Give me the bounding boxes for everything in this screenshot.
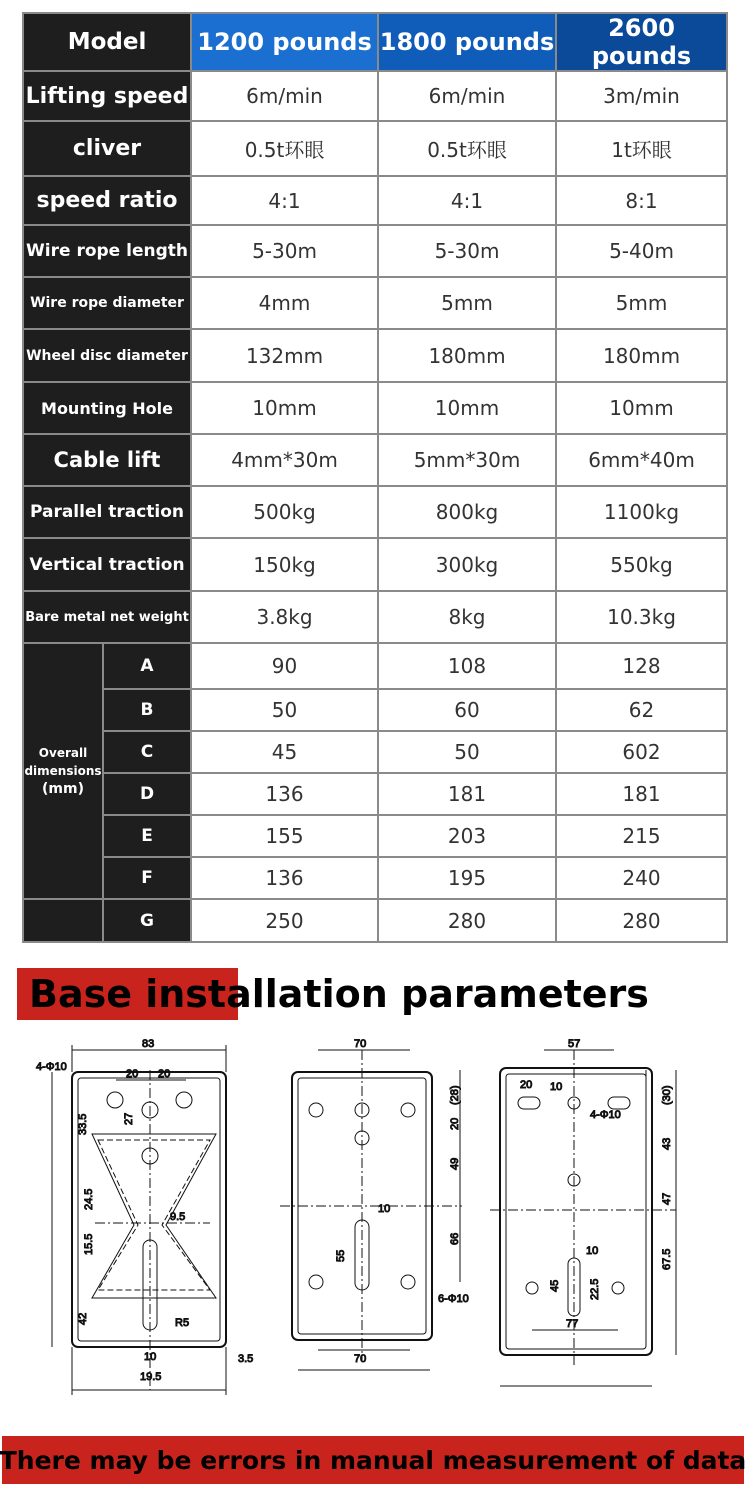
table-row: [23, 434, 727, 486]
row-label: Cable lift: [23, 434, 191, 486]
cell-value: 155: [191, 815, 378, 857]
cell-value: 195: [378, 857, 556, 899]
row-label: Parallel traction: [23, 486, 191, 538]
dimension-row: [23, 643, 727, 689]
cell-value: 5mm*30m: [378, 434, 556, 486]
header-model: Model: [23, 13, 191, 71]
dim-label: 66: [449, 1232, 461, 1245]
dim-label: 77: [566, 1318, 579, 1330]
cell-value: 6mm*40m: [556, 434, 727, 486]
cell-value: 250: [191, 899, 378, 942]
cell-value: 180mm: [378, 329, 556, 382]
dimension-letter: E: [103, 815, 191, 857]
cell-value: 181: [556, 773, 727, 815]
base-installation-drawings: [0, 1030, 746, 1410]
header-model-2: 1800 pounds: [378, 13, 556, 71]
cell-value: 4:1: [191, 176, 378, 225]
dim-label: 20: [126, 1068, 139, 1080]
dim-label: (30): [661, 1085, 673, 1105]
dim-label: 70: [354, 1038, 367, 1050]
dim-label: 3.5: [238, 1353, 254, 1365]
cell-value: 62: [556, 689, 727, 731]
drawing-1: [36, 1038, 253, 1395]
dimension-row: [23, 815, 727, 857]
cell-value: 181: [378, 773, 556, 815]
cell-value: 60: [378, 689, 556, 731]
cell-value: 6m/min: [191, 71, 378, 121]
table-row: [23, 277, 727, 329]
row-label: Wire rope diameter: [23, 277, 191, 329]
cell-value: 602: [556, 731, 727, 773]
cell-value: 550kg: [556, 538, 727, 591]
label-line: dimensions: [24, 764, 102, 778]
cell-value: 4:1: [378, 176, 556, 225]
dimension-letter: D: [103, 773, 191, 815]
row-label: Bare metal net weight: [23, 591, 191, 643]
dimension-letter: A: [103, 643, 191, 689]
dim-label: (28): [449, 1085, 461, 1105]
cell-value: 10mm: [378, 382, 556, 434]
spec-table: [22, 12, 728, 943]
dimension-row: [23, 731, 727, 773]
dim-label: 45: [549, 1279, 561, 1292]
cell-value: 215: [556, 815, 727, 857]
dim-label: 27: [123, 1112, 135, 1125]
dim-label: 20: [449, 1117, 461, 1130]
dim-label: 33.5: [77, 1113, 89, 1135]
dim-label: 43: [661, 1137, 673, 1150]
dim-label: 10: [586, 1245, 599, 1257]
label-line: Overall: [38, 746, 88, 760]
cell-value: 203: [378, 815, 556, 857]
disclaimer-text: There may be errors in manual measurement of data: [0, 1445, 746, 1475]
header-model-1: 1200 pounds: [191, 13, 378, 71]
cell-value: 0.5t环眼: [378, 121, 556, 176]
cell-value: 132mm: [191, 329, 378, 382]
dim-label: 6-Φ10: [438, 1293, 469, 1305]
dim-label: 22.5: [589, 1278, 601, 1300]
row-label: Wire rope length: [23, 225, 191, 277]
cell-value: 280: [378, 899, 556, 942]
cell-value: 45: [191, 731, 378, 773]
cell-value: 4mm: [191, 277, 378, 329]
header-model-3: 2600 pounds: [556, 13, 727, 71]
table-row: [23, 382, 727, 434]
section-title-text: Base installation parameters: [29, 972, 649, 1016]
cell-value: 3m/min: [556, 71, 727, 121]
dim-label: 83: [142, 1038, 155, 1050]
table-row: [23, 329, 727, 382]
drawing-2: [280, 1038, 469, 1370]
row-label: Vertical traction: [23, 538, 191, 591]
table-row: [23, 121, 727, 176]
dim-label: 15.5: [83, 1233, 95, 1255]
table-row: [23, 591, 727, 643]
dim-label: 49: [449, 1157, 461, 1170]
dim-label: 9.5: [170, 1211, 186, 1223]
dim-label: 47: [661, 1192, 673, 1205]
cell-value: 0.5t环眼: [191, 121, 378, 176]
dimension-letter: F: [103, 857, 191, 899]
dim-label: 10: [378, 1203, 391, 1215]
cell-value: 500kg: [191, 486, 378, 538]
cell-value: 280: [556, 899, 727, 942]
dim-label: 24.5: [83, 1188, 95, 1210]
cell-value: 150kg: [191, 538, 378, 591]
dim-label: R5: [175, 1317, 190, 1329]
cell-value: 8:1: [556, 176, 727, 225]
dim-label: 42: [77, 1312, 89, 1325]
dim-label: 57: [568, 1038, 581, 1050]
cell-value: 50: [191, 689, 378, 731]
cell-value: 5mm: [378, 277, 556, 329]
cell-value: 800kg: [378, 486, 556, 538]
table-row: [23, 538, 727, 591]
dimension-row: [23, 773, 727, 815]
cell-value: 5-40m: [556, 225, 727, 277]
cell-value: 5-30m: [378, 225, 556, 277]
row-label: speed ratio: [23, 176, 191, 225]
cell-value: 240: [556, 857, 727, 899]
cell-value: 4mm*30m: [191, 434, 378, 486]
cell-value: 300kg: [378, 538, 556, 591]
cell-value: 5mm: [556, 277, 727, 329]
cell-value: 10.3kg: [556, 591, 727, 643]
dim-label: 55: [335, 1249, 347, 1262]
row-label: cliver: [23, 121, 191, 176]
dim-label: 4-Φ10: [36, 1061, 67, 1073]
cell-value: 10mm: [191, 382, 378, 434]
cell-value: 180mm: [556, 329, 727, 382]
dim-label: 10: [144, 1351, 157, 1363]
cell-value: 6m/min: [378, 71, 556, 121]
dimension-row: [23, 899, 727, 942]
cell-value: 136: [191, 773, 378, 815]
dimension-letter: B: [103, 689, 191, 731]
cell-value: 90: [191, 643, 378, 689]
cell-value: 5-30m: [191, 225, 378, 277]
cell-value: 8kg: [378, 591, 556, 643]
dim-label: 20: [158, 1068, 171, 1080]
cell-value: 136: [191, 857, 378, 899]
cell-value: 128: [556, 643, 727, 689]
dim-label: 19.5: [140, 1371, 162, 1383]
cell-value: 1100kg: [556, 486, 727, 538]
disclaimer-banner: [2, 1436, 744, 1484]
label-line: (mm): [42, 781, 84, 797]
dim-label: 67.5: [661, 1248, 673, 1270]
cell-value: 50: [378, 731, 556, 773]
dimension-letter: C: [103, 731, 191, 773]
cell-value: 3.8kg: [191, 591, 378, 643]
dimension-letter: G: [103, 899, 191, 942]
dimension-row: [23, 857, 727, 899]
overall-dimensions-label: [23, 643, 103, 899]
drawing-3: [490, 1038, 676, 1386]
row-label: Lifting speed: [23, 71, 191, 121]
table-row: [23, 71, 727, 121]
dim-label: 20: [520, 1079, 533, 1091]
cell-value: 1t环眼: [556, 121, 727, 176]
empty-label: [23, 899, 103, 942]
dim-label: 70: [354, 1353, 367, 1365]
row-label: Wheel disc diameter: [23, 329, 191, 382]
cell-value: 108: [378, 643, 556, 689]
table-row: [23, 486, 727, 538]
table-row: [23, 225, 727, 277]
dim-label: 4-Φ10: [590, 1109, 621, 1121]
cell-value: 10mm: [556, 382, 727, 434]
dimension-row: [23, 689, 727, 731]
table-row: [23, 176, 727, 225]
row-label: Mounting Hole: [23, 382, 191, 434]
section-title: [17, 968, 649, 1020]
dim-label: 10: [550, 1081, 563, 1093]
